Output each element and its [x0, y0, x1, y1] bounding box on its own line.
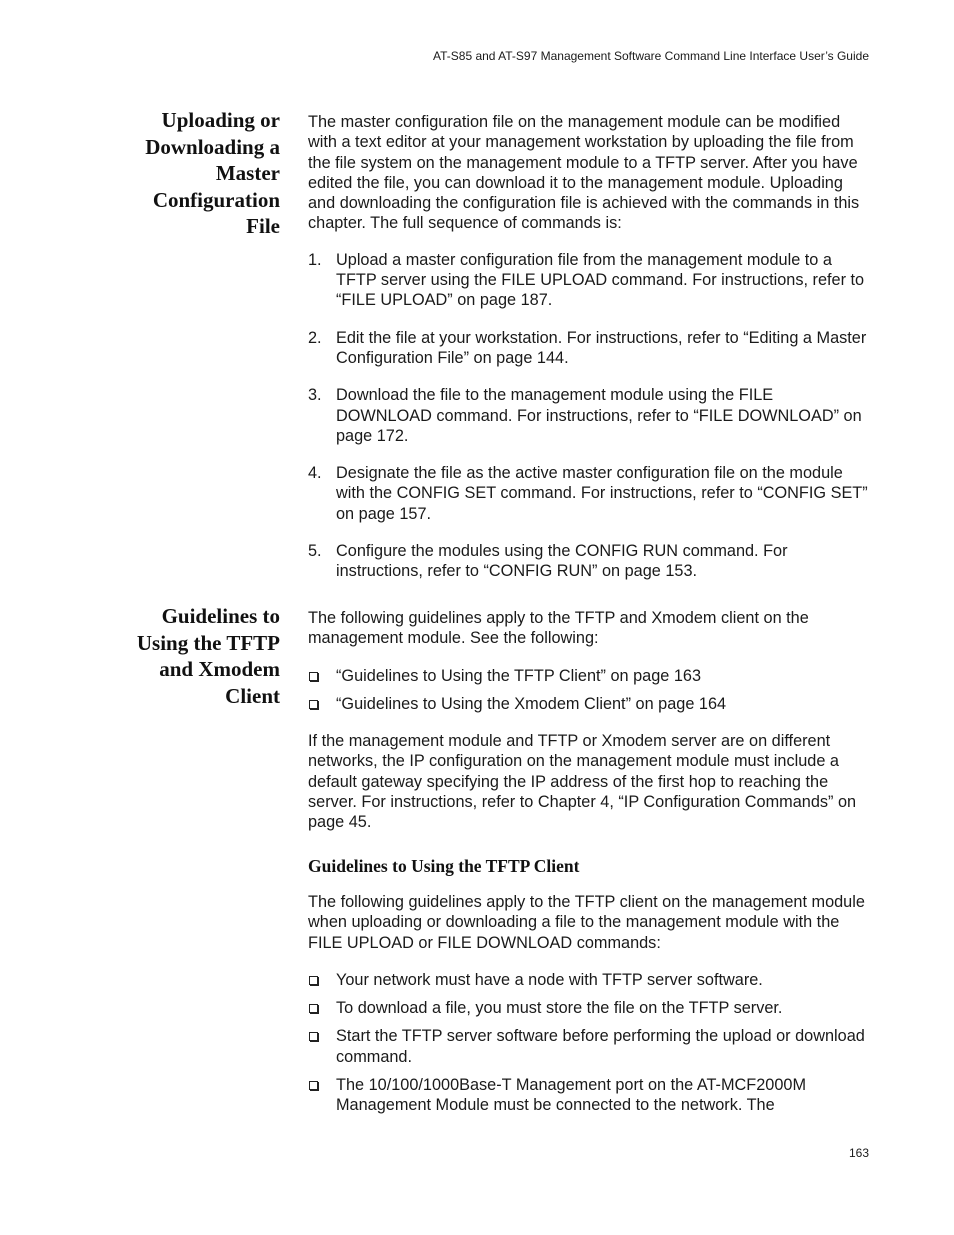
checkbox-bullet-icon	[309, 1032, 318, 1041]
heading-line: File	[246, 214, 280, 238]
checkbox-bullet-icon	[309, 1081, 318, 1090]
list-item	[308, 694, 870, 714]
cross-reference-link[interactable]: “Guidelines to Using the Xmodem Client” on page 164	[336, 694, 727, 713]
heading-line: Configuration	[152, 187, 280, 212]
heading-line: Master	[215, 161, 280, 185]
step-text: Download the file to the management module using the FILE DOWNLOAD command. For instructions, refer to “FILE DOWNLOAD” on page 172.	[336, 386, 862, 445]
step-text: Edit the file at your workstation. For instructions, refer to “Editing a Master Configuration File” on page 144.	[336, 328, 867, 367]
network-paragraph: If the management module and TFTP or Xmodem server are on different networks, the IP configuration on the management module must include a default gateway specifying the IP address of the first hop to reaching the server. For instructions, refer to Chapter 4, “IP Configuration Commands” on page 45.	[308, 732, 857, 832]
checkbox-bullet-icon	[309, 672, 318, 681]
checkbox-bullet-icon	[309, 700, 318, 709]
step-number: 5.	[308, 542, 322, 561]
page-number: 163	[848, 1146, 869, 1160]
list-item-text: To download a file, you must store the file on the TFTP server.	[336, 999, 783, 1018]
list-item	[308, 998, 870, 1018]
list-item	[308, 970, 870, 990]
step-item	[308, 328, 870, 369]
subheading-tftp-client: Guidelines to Using the TFTP Client	[308, 855, 580, 876]
checkbox-bullet-icon	[309, 976, 318, 985]
list-item-text: The 10/100/1000Base-T Management port on the AT-MCF2000M Management Module must be connected to the network. The	[336, 1076, 807, 1115]
step-number: 1.	[308, 250, 322, 269]
section1-body	[308, 112, 870, 582]
heading-line: Client	[225, 683, 280, 708]
step-text: Designate the file as the active master configuration file on the module with the CONFIG SET command. For instructions, refer to “CONFIG SET” on page 157.	[336, 464, 868, 523]
guideline-links-list	[308, 666, 870, 715]
step-number: 3.	[308, 386, 322, 405]
list-item	[308, 1026, 870, 1067]
heading-line: Using the TFTP	[136, 630, 280, 655]
list-item	[308, 1075, 870, 1116]
list-item-text: Start the TFTP server software before performing the upload or download command.	[336, 1027, 865, 1066]
step-item	[308, 463, 870, 524]
section2-intro: The following guidelines apply to the TFTP and Xmodem client on the management module. See the following:	[308, 609, 809, 648]
section-heading-guidelines	[110, 603, 280, 709]
tftp-guidelines-list	[308, 970, 870, 1116]
step-item	[308, 541, 870, 582]
running-header: AT-S85 and AT-S97 Management Software Command Line Interface User’s Guide	[432, 49, 869, 63]
step-text: Configure the modules using the CONFIG RUN command. For instructions, refer to “CONFIG RUN” on page 153.	[336, 542, 788, 581]
checkbox-bullet-icon	[309, 1004, 318, 1013]
list-item	[308, 666, 870, 686]
step-number: 4.	[308, 464, 322, 483]
heading-line: Uploading or	[161, 108, 280, 132]
section-heading-uploading	[110, 107, 280, 240]
list-item-text: Your network must have a node with TFTP server software.	[336, 970, 763, 989]
section1-intro: The master configuration file on the management module can be modified with a text editor at your management workstation by uploading the file from the file system on the management module to a TFTP server. After you have edited the file, you can download it to the management module. Uploading and downloading the configuration file is achieved with the commands in this chapter. The full sequence of commands is:	[308, 113, 860, 233]
step-item	[308, 385, 870, 446]
heading-line: and Xmodem	[159, 657, 280, 681]
cross-reference-link[interactable]: “Guidelines to Using the TFTP Client” on page 163	[336, 666, 702, 685]
tftp-client-intro: The following guidelines apply to the TFTP client on the management module when uploading or downloading a file to the management module with the FILE UPLOAD or FILE DOWNLOAD commands:	[308, 892, 865, 952]
step-item	[308, 250, 870, 311]
heading-line: Downloading a	[145, 134, 280, 159]
section2-body	[308, 608, 870, 1116]
step-number: 2.	[308, 328, 322, 347]
heading-line: Guidelines to	[161, 604, 280, 628]
step-text: Upload a master configuration file from the management module to a TFTP server using the FILE UPLOAD command. For instructions, refer to “FILE UPLOAD” on page 187.	[336, 250, 865, 310]
command-steps-list	[308, 250, 870, 582]
